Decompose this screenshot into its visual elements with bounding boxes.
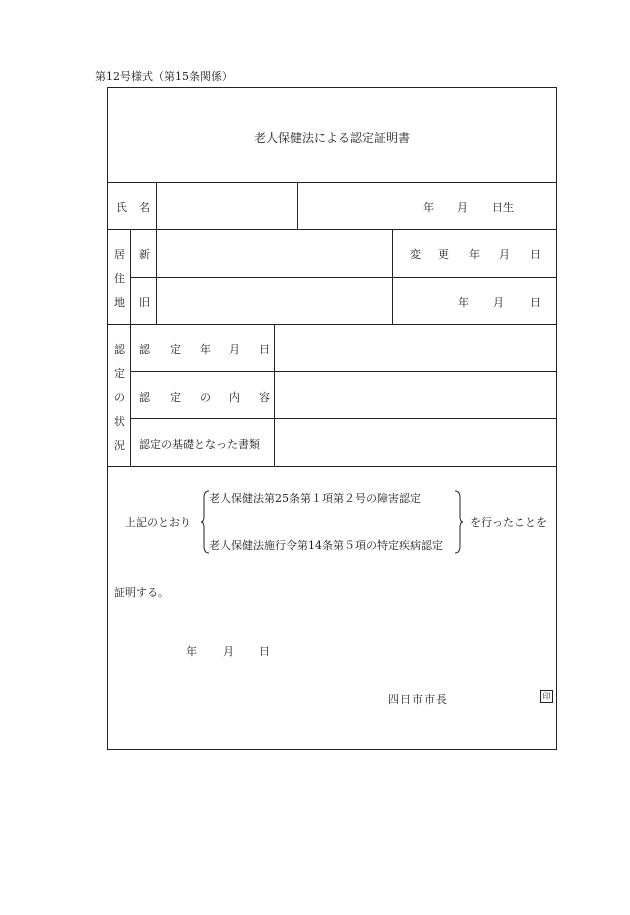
divider-name [108,229,556,230]
birth-year: 年 [423,201,434,214]
cert-label-3: の [114,391,125,404]
form-number: 第12号様式（第15条関係） [95,70,233,83]
cert-date-char: 日 [259,343,270,356]
change-year: 年 [469,248,480,261]
divider-residence-mid [130,277,556,278]
divider-cert-1 [130,371,556,372]
residence-old-label: 旧 [139,296,150,309]
cert-date-char: 認 [139,343,150,356]
residence-new-label: 新 [139,248,150,261]
cert-label-sep [130,324,131,466]
form-title: 老人保健法による認定証明書 [253,131,410,145]
statement-option-2: 老人保健法施行令第14条第５項の特定疾病認定 [209,539,443,552]
old-day: 日 [530,296,541,309]
name-label-sep [156,182,157,229]
birth-month: 月 [457,201,468,214]
old-year: 年 [458,296,469,309]
divider-title [108,182,556,183]
cert-content-char: 容 [259,391,270,404]
divider-residence [108,324,556,325]
statement-date-year: 年 [186,645,197,658]
residence-label-2: 住 [114,272,125,285]
divider-cert [108,466,556,467]
residence-label-sep [130,229,131,324]
cert-content-char: 内 [229,391,240,404]
cert-date-char: 定 [170,343,181,356]
statement-option-1: 老人保健法第25条第１項第２号の障害認定 [209,492,421,505]
certificate-form [107,87,557,750]
birth-day: 日生 [492,201,514,214]
residence-date-sep [392,229,393,324]
cert-content-char: の [200,391,211,404]
divider-cert-2 [130,418,556,419]
cert-date-char: 月 [229,343,240,356]
name-label-1: 氏 [116,201,127,214]
residence-label-3: 地 [114,296,125,309]
change-day: 日 [530,248,541,261]
cert-label-5: 況 [114,439,125,452]
statement-suffix: を行ったことを [470,516,547,529]
cert-label-4: 状 [114,415,125,428]
residence-label-1: 居 [114,248,125,261]
change-char-1: 変 [410,248,421,261]
cert-label-2: 定 [114,367,125,380]
statement-line-2: 証明する。 [114,586,169,599]
cert-basis-label: 認定の基礎となった書類 [139,438,260,451]
statement-date-month: 月 [223,645,234,658]
signer-title: 四日市市長 [388,693,448,706]
change-month: 月 [499,248,510,261]
seal-mark: 印 [540,690,553,703]
residence-sub-sep [156,229,157,324]
cert-label-1: 認 [114,343,125,356]
change-char-2: 更 [438,248,449,261]
old-month: 月 [493,296,504,309]
cert-date-char: 年 [200,343,211,356]
cert-content-char: 認 [139,391,150,404]
right-brace [454,490,464,554]
statement-prefix: 上記のとおり [125,516,191,529]
cert-value-sep [274,324,275,466]
name-label-2: 名 [139,201,150,214]
name-birth-sep [297,182,298,229]
cert-content-char: 定 [170,391,181,404]
statement-date-day: 日 [259,645,270,658]
